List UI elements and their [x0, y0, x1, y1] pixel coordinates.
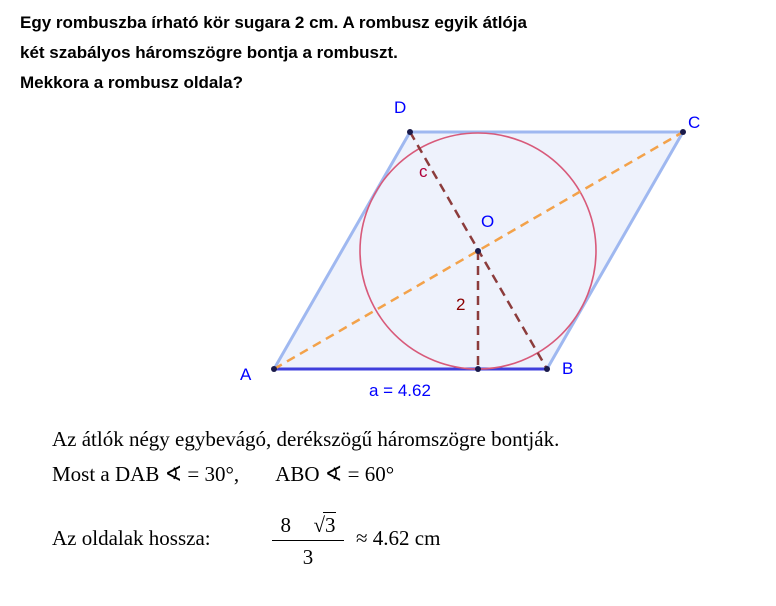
point-c [680, 129, 686, 135]
point-d [407, 129, 413, 135]
solution-line-2 [52, 462, 394, 487]
point-b [544, 366, 550, 372]
side-length-label: Az oldalak hossza: [52, 526, 211, 550]
point-a [271, 366, 277, 372]
label-a: A [240, 365, 252, 384]
label-d: D [394, 98, 407, 117]
angle-dab: Most a DAB ∢ = 30°, [52, 462, 240, 486]
numerator-coefficient: 8 [280, 513, 291, 537]
label-b: B [562, 359, 574, 378]
label-o: O [481, 212, 495, 231]
fraction [272, 512, 344, 570]
fraction-denominator: 3 [302, 545, 314, 569]
problem-line-2: két szabályos háromszögre bontja a rombuszt. [20, 43, 398, 62]
result-value: ≈ 4.62 cm [356, 526, 441, 550]
fraction-bar [272, 540, 344, 541]
label-side-a: a = 4.62 [369, 381, 431, 400]
numerator-radicand: 3 [325, 513, 336, 537]
point-tangent [475, 366, 481, 372]
fraction-numerator [272, 512, 344, 538]
label-radius: 2 [456, 295, 466, 314]
label-c: C [688, 113, 701, 132]
solution-line-1: Az átlók négy egybevágó, derékszögű háromszögre bontják. [52, 427, 560, 451]
problem-line-1: Egy rombuszba írható kör sugara 2 cm. A rombusz egyik átlója [20, 13, 527, 32]
label-segment-c: c [419, 162, 428, 181]
angle-abo: ABO ∢ = 60° [275, 462, 395, 486]
problem-line-3: Mekkora a rombusz oldala? [20, 73, 243, 92]
point-o [475, 248, 481, 254]
sqrt-icon: √ [313, 513, 326, 537]
